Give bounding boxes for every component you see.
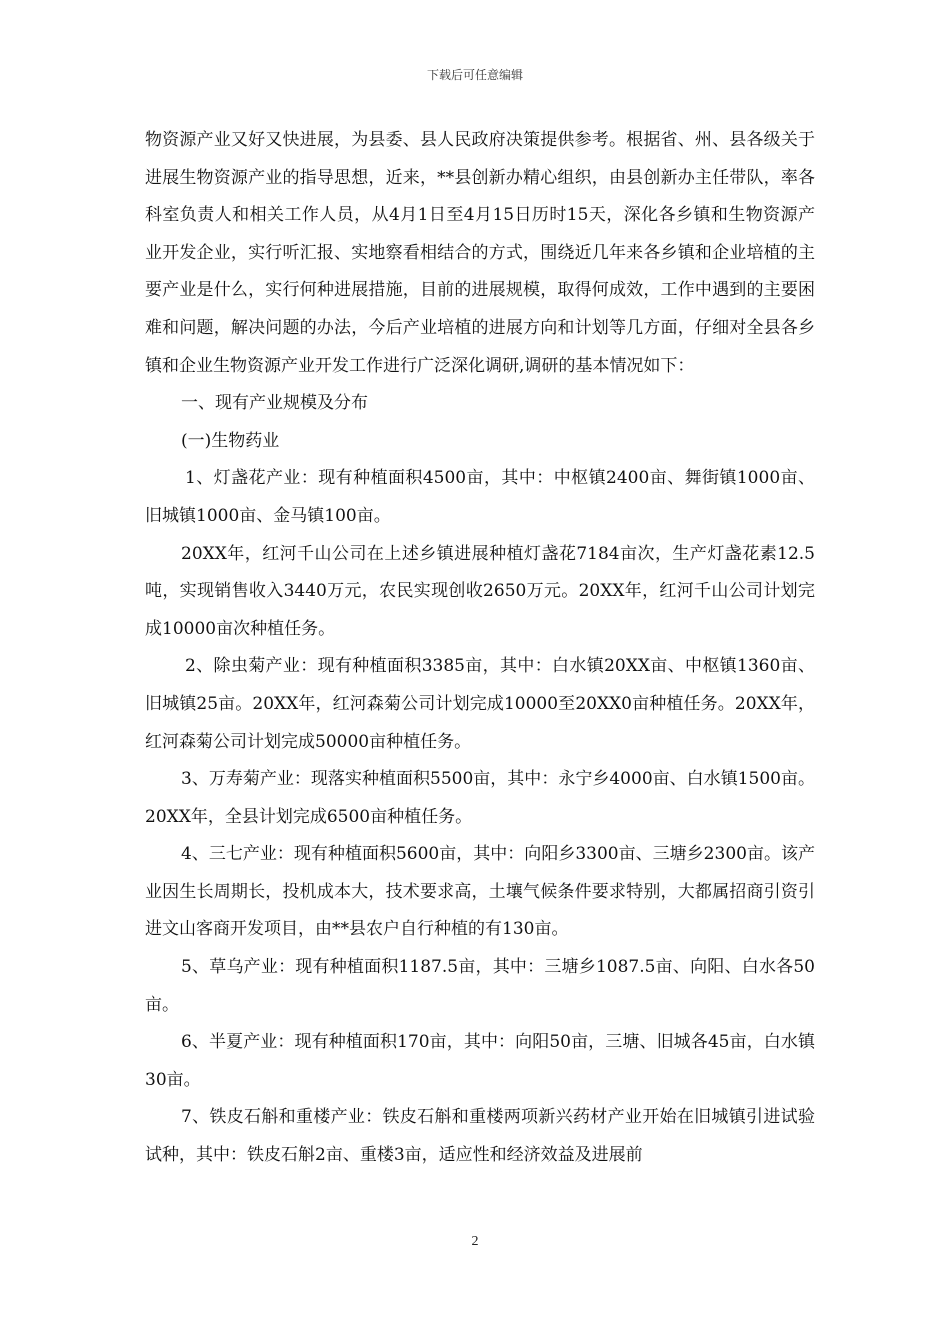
section-heading-1: 一、现有产业规模及分布	[181, 393, 368, 414]
paragraph-item-4: 4、三七产业：现有种植面积5600亩，其中：向阳乡3300亩、三塘乡2300亩。该产业因生长周期长，投机成本大，技术要求高，土壤气候条件要求特别，大都属招商引资引进文山客商开发项目，由**县农户自行种植的有130亩。	[145, 844, 815, 940]
paragraph-item-1-detail: 20XX年，红河千山公司在上述乡镇进展种植灯盏花7184亩次，生产灯盏花素12.5吨，实现销售收入3440万元，农民实现创收2650万元。20XX年，红河千山公司计划完成10000亩次种植任务。	[145, 543, 815, 639]
paragraph-item-6: 6、半夏产业：现有种植面积170亩，其中：向阳50亩，三塘、旧城各45亩，白水镇30亩。	[145, 1032, 815, 1090]
paragraph-intro-continuation: 物资源产业又好又快进展，为县委、县人民政府决策提供参考。根据省、州、县各级关于进展生物资源产业的指导思想，近来，**县创新办精心组织，由县创新办主任带队，率各科室负责人和相关工作人员，从4月1日至4月15日历时15天，深化各乡镇和生物资源产业开发企业，实行听汇报、实地察看相结合的方式，围绕近几年来各乡镇和企业培植的主要产业是什么，实行何种进展措施，目前的进展规模，取得何成效，工作中遇到的主要困难和问题，解决问题的办法，今后产业培植的进展方向和计划等几方面，仔细对全县各乡镇和企业生物资源产业开发工作进行广泛深化调研,调研的基本情况如下：	[145, 130, 815, 376]
page-number: 2	[471, 1234, 479, 1249]
paragraph-item-7: 7、铁皮石斛和重楼产业：铁皮石斛和重楼两项新兴药材产业开始在旧城镇引进试验试种，其中：铁皮石斛2亩、重楼3亩，适应性和经济效益及进展前	[145, 1107, 815, 1166]
paragraph-item-2: 2、除虫菊产业：现有种植面积3385亩，其中：白水镇20XX亩、中枢镇1360亩、旧城镇25亩。20XX年，红河森菊公司计划完成10000至20XX0亩种植任务。20XX年，红河森菊公司计划完成50000亩种植任务。	[145, 656, 815, 752]
page-header: 下载后可任意编辑	[426, 68, 523, 82]
document-body	[145, 122, 815, 1175]
paragraph-item-5: 5、草乌产业：现有种植面积1187.5亩，其中：三塘乡1087.5亩、向阳、白水各50亩。	[145, 957, 815, 1015]
paragraph-item-1: 1、灯盏花产业：现有种植面积4500亩，其中：中枢镇2400亩、舞街镇1000亩、旧城镇1000亩、金马镇100亩。	[145, 468, 815, 526]
subsection-heading-1: (一)生物药业	[181, 430, 280, 451]
paragraph-item-3: 3、万寿菊产业：现落实种植面积5500亩，其中：永宁乡4000亩、白水镇1500亩。20XX年，全县计划完成6500亩种植任务。	[145, 769, 815, 827]
